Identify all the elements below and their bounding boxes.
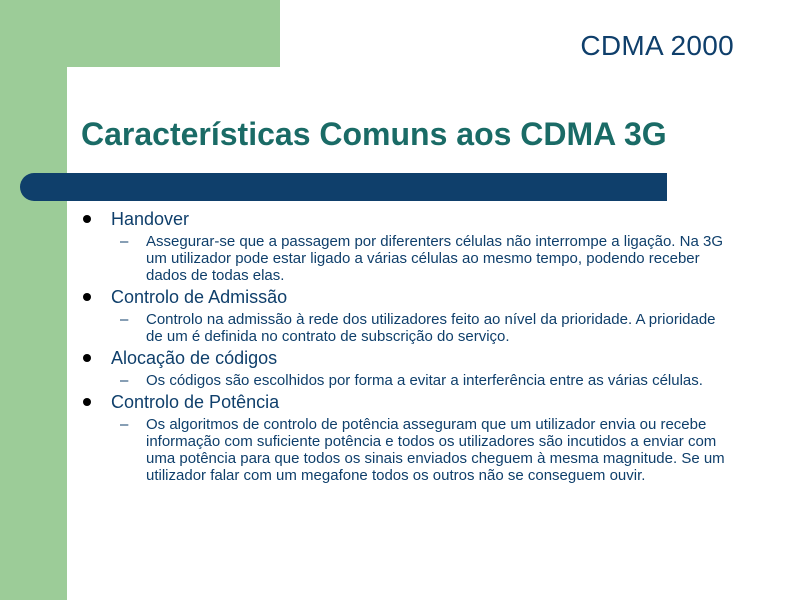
sidebar-band xyxy=(0,0,67,600)
dash-icon: – xyxy=(120,311,129,328)
bullet-label: Controlo de Potência xyxy=(111,392,280,412)
bullet-label: Controlo de Admissão xyxy=(111,287,288,307)
header-label: CDMA 2000 xyxy=(580,30,734,61)
sub-item-text: Os algoritmos de controlo de potência asseguram que um utilizador envia ou recebe informação com suficiente potência e todos os utilizadores são incutidos a enviar com uma potência para que todos os sinais enviados cheguem à mesma magnitude. Se um utilizador falar com um megafone todos os outros não se conseguem ouvir. xyxy=(146,416,725,484)
band-curve xyxy=(67,67,107,107)
bullet-dot-icon xyxy=(83,215,91,223)
top-band xyxy=(0,0,280,67)
sub-item xyxy=(111,233,740,284)
title-rule xyxy=(20,173,667,201)
bullet-label: Alocação de códigos xyxy=(111,348,278,368)
sub-item-text: Assegurar-se que a passagem por diferenters células não interrompe a ligação. Na 3G um utilizador pode estar ligado a várias células ao mesmo tempo, podendo receber dados de todas elas. xyxy=(146,233,723,284)
sub-item xyxy=(111,416,740,484)
slide-title: Características Comuns aos CDMA 3G xyxy=(81,116,667,152)
sub-item xyxy=(111,372,740,389)
bullet-item-handover xyxy=(80,208,740,284)
bullet-item-alocacao-de-codigos xyxy=(80,347,740,389)
dash-icon: – xyxy=(120,372,129,389)
bullet-dot-icon xyxy=(83,293,91,301)
bullet-item-controlo-de-potencia xyxy=(80,391,740,484)
bullet-list xyxy=(80,208,740,486)
bullet-dot-icon xyxy=(83,398,91,406)
dash-icon: – xyxy=(120,416,129,433)
bullet-label: Handover xyxy=(111,209,190,229)
sub-item-text: Os códigos são escolhidos por forma a evitar a interferência entre as várias células. xyxy=(146,372,703,389)
dash-icon: – xyxy=(120,233,129,250)
bullet-item-controlo-de-admissao xyxy=(80,286,740,345)
bullet-dot-icon xyxy=(83,354,91,362)
sub-item-text: Controlo na admissão à rede dos utilizadores feito ao nível da prioridade. A prioridade de um é definida no contrato de subscrição do serviço. xyxy=(146,311,716,345)
sub-item xyxy=(111,311,740,345)
